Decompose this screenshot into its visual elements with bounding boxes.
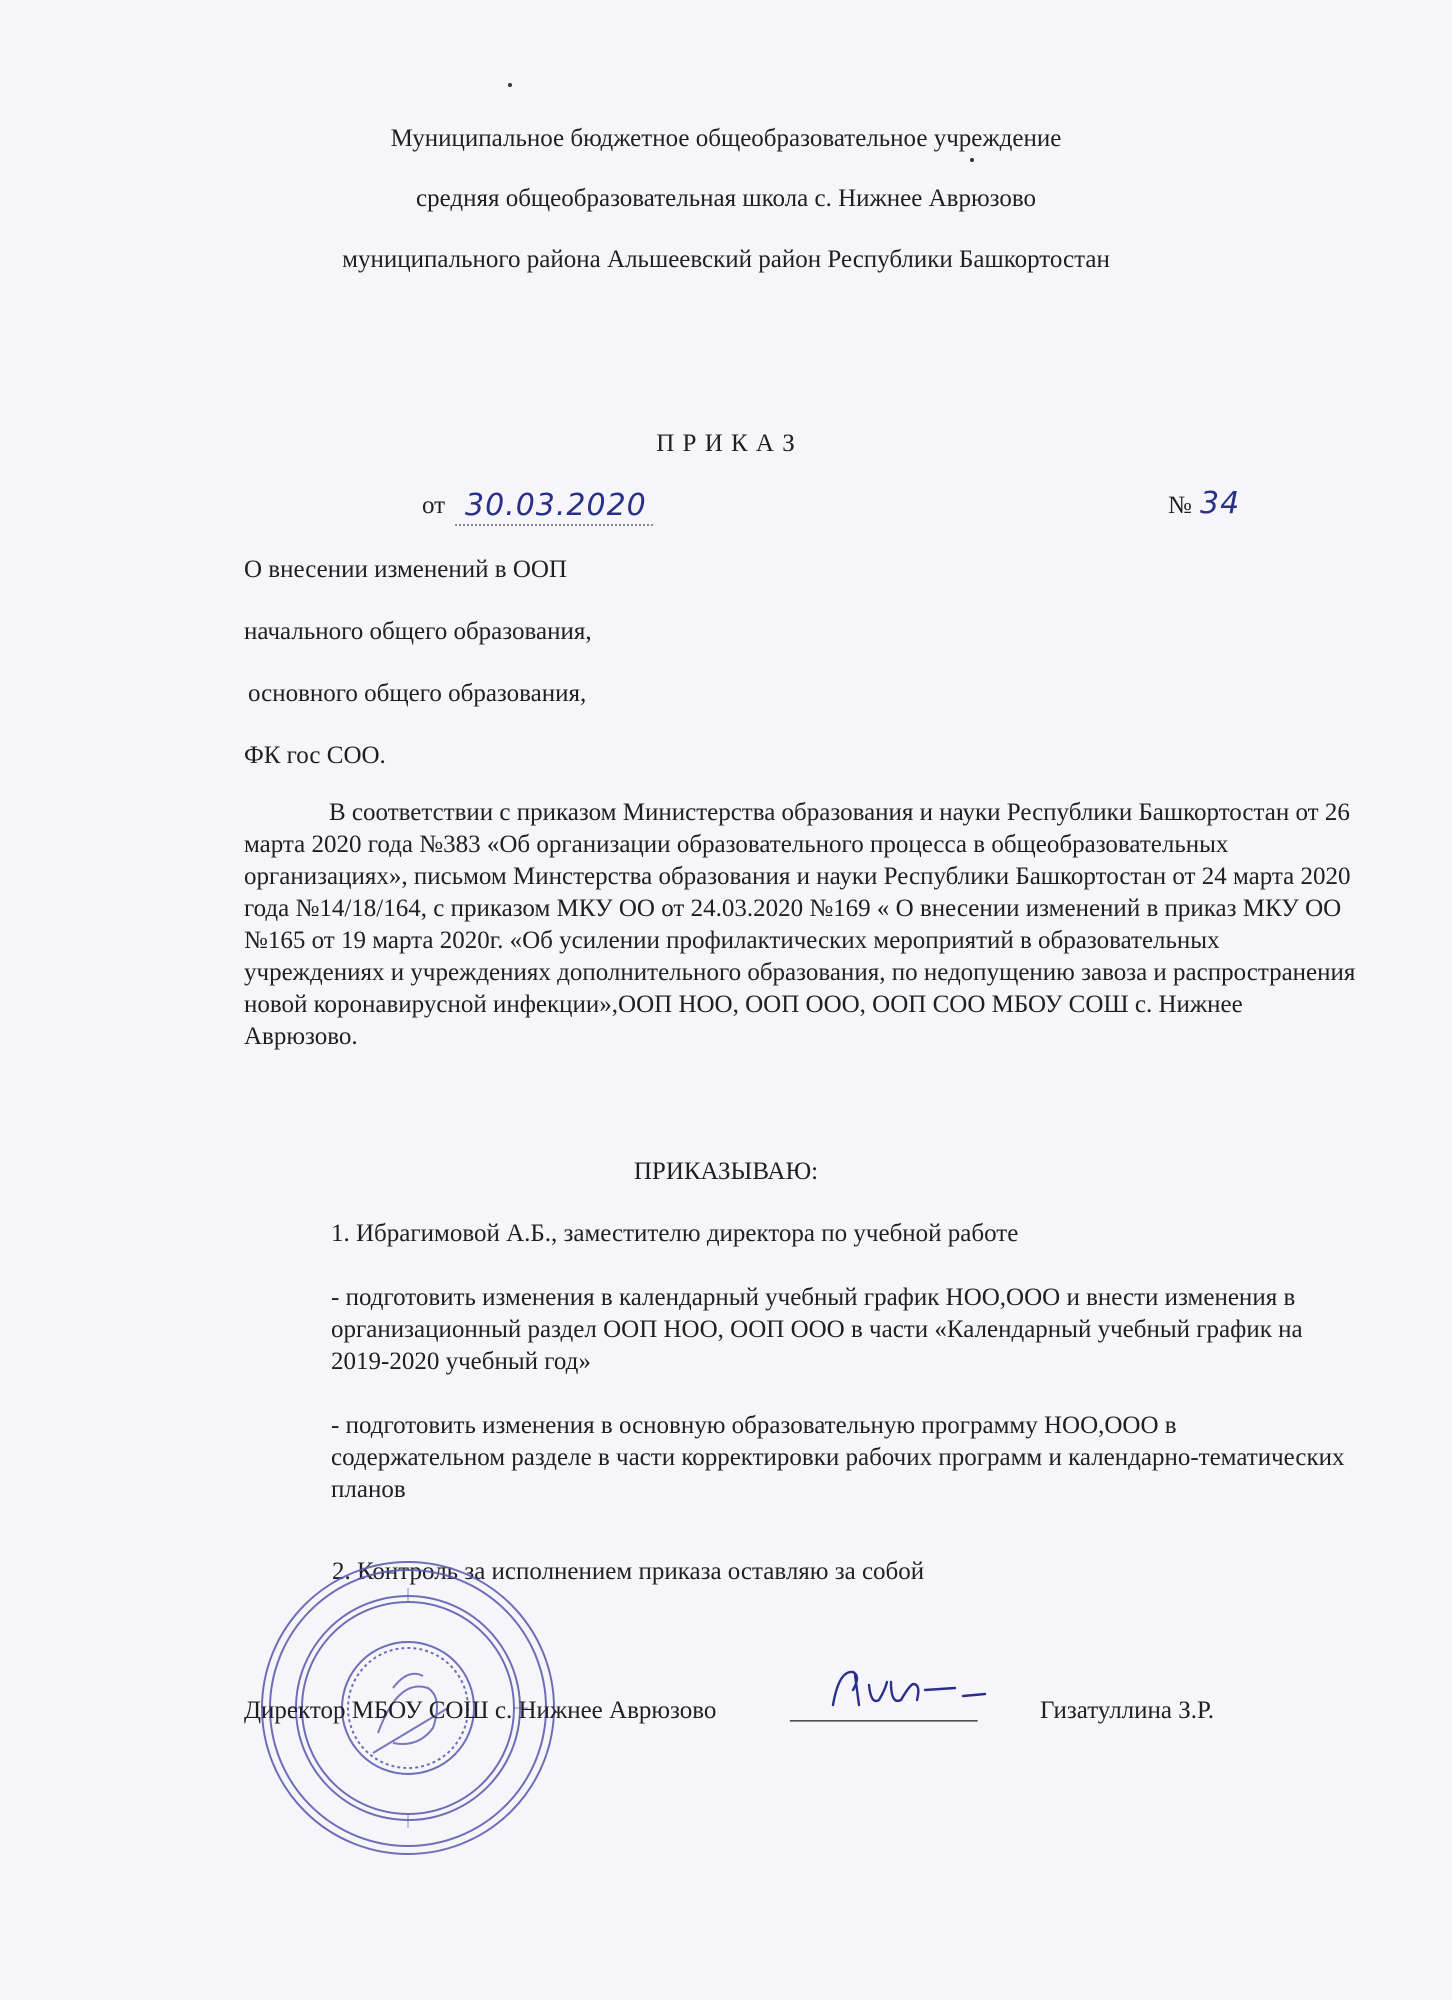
- scan-speck: [508, 83, 512, 87]
- org-name-line-2: средняя общеобразовательная школа с. Нижнее Аврюзово: [415, 185, 1036, 212]
- number-prefix: №: [1168, 492, 1192, 519]
- handwritten-signature: [825, 1660, 995, 1720]
- org-name-line-3: муниципального района Альшеевский район Республики Башкортостан: [342, 246, 1110, 273]
- order-item-1: 1. Ибрагимовой А.Б., заместителю директора по учебной работе: [331, 1220, 1019, 1247]
- date-prefix: от: [422, 492, 446, 519]
- subject-line-3: основного общего образования,: [248, 680, 587, 707]
- order-title: П Р И К А З: [656, 430, 796, 457]
- date-underline: [455, 522, 655, 528]
- order-number: 34: [1200, 486, 1241, 521]
- subject-line-2: начального общего образования,: [244, 618, 592, 645]
- preamble-paragraph: В соответствии с приказом Министерства образования и науки Республики Башкортостан от 26 марта 2020 года №383 «Об организации образовательного процесса в общеобразовательных организациях», письмом Минстерства образования и науки Республики Башкортостан от 24 марта 2020 года №14/18/164, с приказом МКУ ОО от 24.03.2020 №169 « О внесении изменений в приказ МКУ ОО №165 от 19 марта 2020г. «Об усилении профилактических мероприятий в образовательных учреждениях и учреждениях дополнительного образования, по недопущению завоза и распространения новой коронавирусной инфекции»,ООП НОО, ООП ООО, ООП СОО МБОУ СОШ с. Нижнее Аврюзово.: [244, 799, 1356, 1050]
- order-item-2: 2. Контроль за исполнением приказа оставляю за собой: [332, 1558, 925, 1585]
- subject-line-1: О внесении изменений в ООП: [244, 556, 567, 583]
- signature-line: _______________: [790, 1697, 978, 1724]
- order-item-1a: - подготовить изменения в календарный учебный график НОО,ООО и внести изменения в организационный раздел ООП НОО, ООП ООО в части «Календарный учебный график на 2019-2020 учебный год»: [331, 1284, 1303, 1375]
- org-name-line-1: Муниципальное бюджетное общеобразовательное учреждение: [390, 125, 1062, 152]
- signatory-position: Директор МБОУ СОШ с. Нижнее Аврюзово: [244, 1697, 717, 1724]
- order-date: 30.03.2020: [465, 488, 647, 523]
- subject-line-4: ФК гос СОО.: [244, 742, 386, 769]
- scan-speck: [970, 158, 974, 162]
- signatory-name: Гизатуллина З.Р.: [1040, 1697, 1215, 1724]
- order-item-1b: - подготовить изменения в основную образовательную программу НОО,ООО в содержательном разделе в части корректировки рабочих программ и календарно-тематических планов: [331, 1412, 1345, 1503]
- directive-heading: ПРИКАЗЫВАЮ:: [633, 1158, 819, 1185]
